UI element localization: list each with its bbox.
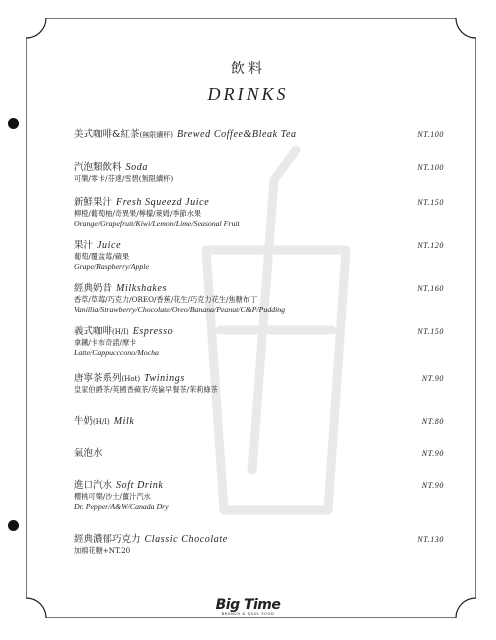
item-note: (H/I) bbox=[93, 418, 110, 426]
item-description: 香草/草莓/巧克力/OREO/香蕉/花生/巧克力花生/焦糖布丁 bbox=[74, 295, 258, 304]
item-note: (Hot) bbox=[121, 375, 141, 383]
item-description: 可樂/零卡/芬達/雪碧(無限續杯) bbox=[74, 174, 174, 183]
page-title-chinese: 飲料 bbox=[231, 61, 265, 77]
item-name-en: Milk bbox=[113, 416, 135, 427]
item-name-zh: 進口汽水 bbox=[74, 480, 113, 491]
menu-item bbox=[74, 240, 444, 272]
brand-name: Big Time bbox=[215, 597, 281, 613]
item-name-en: Espresso bbox=[132, 326, 174, 337]
item-note: (無限續杯) bbox=[139, 131, 173, 139]
item-name-zh: 義式咖啡 bbox=[74, 326, 113, 337]
menu-item bbox=[74, 448, 444, 460]
menu-item bbox=[74, 129, 444, 141]
item-name-en: Soda bbox=[125, 162, 148, 173]
item-description-en: Vanillia/Strawberry/Chocolate/Oreo/Banana/Peanut/C&P/Pudding bbox=[74, 305, 286, 314]
item-price: NT.80 bbox=[421, 417, 444, 426]
item-price: NT.150 bbox=[417, 198, 444, 207]
item-description-en: Grape/Raspberry/Apple bbox=[74, 262, 149, 271]
item-name-en: Classic Chocolate bbox=[144, 534, 228, 545]
item-name-zh: 經典奶昔 bbox=[74, 283, 113, 294]
item-price: NT.90 bbox=[421, 449, 444, 458]
item-name-zh: 汽泡類飲料 bbox=[74, 162, 122, 173]
item-price: NT.90 bbox=[421, 481, 444, 490]
item-description-en: Latte/Cappucccono/Mocha bbox=[74, 348, 159, 357]
binder-hole-bottom bbox=[8, 520, 19, 531]
item-description: 拿鐵/卡布奇諾/摩卡 bbox=[74, 338, 137, 347]
item-name-en: Milkshakes bbox=[116, 283, 168, 294]
binder-hole-top bbox=[8, 118, 19, 129]
item-description-en: Orange/Grapefruit/Kiwi/Lemon/Lime/Seasonal Fruit bbox=[74, 219, 240, 228]
item-name-en: Twinings bbox=[144, 373, 185, 384]
item-description: 櫻桃可樂/沙士/薑汁汽水 bbox=[74, 492, 151, 501]
menu-item bbox=[74, 162, 444, 184]
menu-item bbox=[74, 326, 444, 358]
item-name-en: Fresh Squeezd Juice bbox=[116, 197, 210, 208]
menu-item bbox=[74, 416, 444, 428]
item-name-zh: 美式咖啡&紅茶 bbox=[74, 129, 140, 140]
menu-item bbox=[74, 480, 444, 512]
item-price: NT.100 bbox=[417, 130, 444, 139]
menu-item bbox=[74, 534, 444, 556]
item-description: 葡萄/覆盆莓/蘋果 bbox=[74, 252, 130, 261]
item-name-en: Juice bbox=[97, 240, 122, 251]
brand-tagline: BRUNCH & SOUL FOOD bbox=[221, 612, 275, 616]
menu-item bbox=[74, 197, 444, 229]
item-name-zh: 氣泡水 bbox=[74, 448, 103, 459]
item-description: 皇家伯爵茶/英國香蘋茶/英倫早餐茶/茉莉綠茶 bbox=[74, 385, 218, 394]
item-note: (H/I) bbox=[112, 328, 129, 336]
item-name-zh: 唐寧茶系列 bbox=[74, 373, 122, 384]
item-name-zh: 果汁 bbox=[74, 240, 94, 251]
menu-item bbox=[74, 283, 444, 315]
item-name-zh: 經典濃郁巧克力 bbox=[74, 534, 141, 545]
item-name-zh: 牛奶 bbox=[74, 416, 94, 427]
item-description: 柳橙/葡萄柚/奇異果/檸檬/萊姆/季節水果 bbox=[74, 209, 202, 218]
item-price: NT.90 bbox=[421, 374, 444, 383]
item-price: NT.100 bbox=[417, 163, 444, 172]
item-price: NT.130 bbox=[417, 535, 444, 544]
item-name-zh: 新鮮果汁 bbox=[74, 197, 113, 208]
item-price: NT.160 bbox=[417, 284, 444, 293]
item-price: NT.150 bbox=[417, 327, 444, 336]
item-description: 加棉花糖+NT.20 bbox=[74, 546, 131, 555]
item-description-en: Dr. Pepper/A&W/Canada Dry bbox=[74, 502, 169, 511]
brand-logo bbox=[0, 598, 496, 617]
menu-item bbox=[74, 373, 444, 395]
page-title-english: DRINKS bbox=[207, 84, 289, 104]
item-price: NT.120 bbox=[417, 241, 444, 250]
item-name-en: Soft Drink bbox=[116, 480, 164, 491]
item-name-en: Brewed Coffee&Bleak Tea bbox=[176, 129, 297, 140]
